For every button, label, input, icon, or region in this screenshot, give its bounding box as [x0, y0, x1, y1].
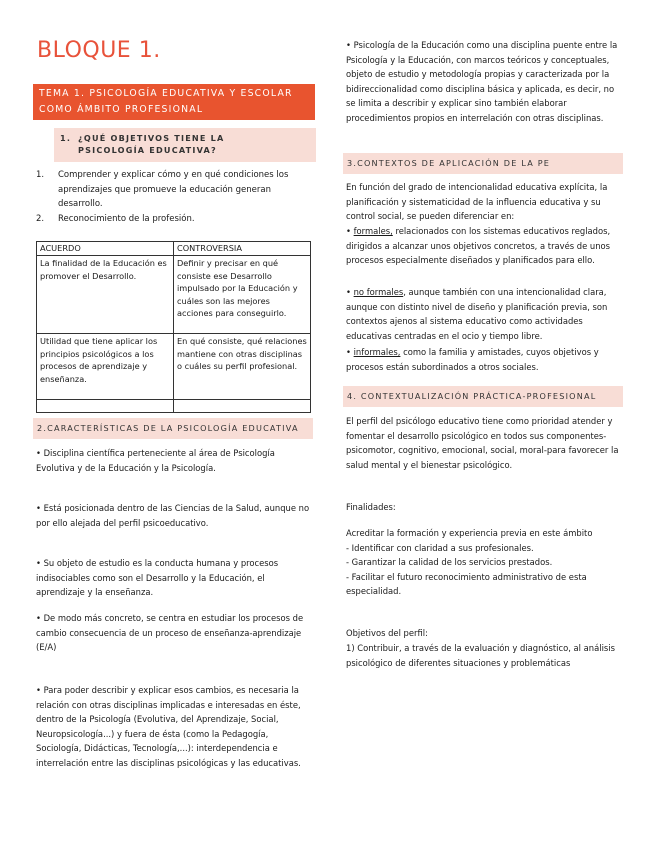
term-no-formales: no formales	[353, 287, 404, 297]
table-cell: La finalidad de la Educación es promover el Desarrollo.	[37, 256, 174, 334]
table-cell: Definir y precisar en qué consiste ese Desarrollo impulsado por la Educación y cuáles son las mejores acciones para conseguirlo.	[174, 256, 311, 334]
list-item-number: 2.	[36, 213, 45, 224]
table-cell: Utilidad que tiene aplicar los principios psicológicos a los procesos de aprendizaje y enseñanza.	[37, 334, 174, 400]
list-item	[36, 212, 311, 227]
table-cell: En qué consiste, qué relaciones mantiene con otras disciplinas o cuáles su perfil profesional.	[174, 334, 311, 400]
list-item: - Identificar con claridad a sus profesionales.	[346, 542, 534, 553]
bullet-glyph: •	[346, 347, 354, 357]
objectives-list	[36, 168, 311, 226]
objetivos-label: Objetivos del perfil:	[346, 628, 428, 638]
section-heading-contextualizacion: 4. CONTEXTUALIZACIÓN PRÁCTICA-PROFESIONAL	[343, 386, 623, 407]
bullet-paragraph: • De modo más concreto, se centra en estudiar los procesos de cambio consecuencia de un proceso de enseñanza-aprendizaje (E/A)	[36, 613, 304, 653]
list-item: Acreditar la formación y experiencia previa en este ámbito	[346, 528, 593, 538]
bullet-paragraph: • Está posicionada dentro de las Ciencias de la Salud, aunque no por ello alejada del perfil psicoeducativo.	[36, 503, 310, 528]
context-item-informales	[346, 345, 621, 374]
question-number: 1.	[60, 133, 72, 143]
context-item-formales	[346, 224, 621, 268]
section-heading-caracteristicas: 2.CARACTERÍSTICAS DE LA PSICOLOGÍA EDUCATIVA	[33, 418, 313, 439]
list-item	[36, 168, 311, 212]
term-description: como la familia y amistades, cuyos objetivos y procesos están subordinados a otros sociales.	[346, 347, 599, 372]
table-cell	[37, 400, 174, 413]
list-item-text: Comprender y explicar cómo y en qué condiciones los aprendizajes que promueve la educación generan desarrollo.	[58, 170, 289, 209]
intro-paragraph: • Psicología de la Educación como una disciplina puente entre la Psicología y la Educación, con marcos teóricos y conceptuales, objeto de estudio y metodología propias y caracterizada por la bidireccionalidad como disciplina básica y aplicada, es decir, no se limita a describir y explicar sino también elaborar procedimientos propios en interrelación con otras disciplinas.	[346, 40, 618, 123]
bullet-paragraph: • Disciplina científica perteneciente al área de Psicología Evolutiva y de la Educación y la Psicología.	[36, 448, 275, 473]
term-description: relacionados con los sistemas educativos reglados, dirigidos a alcanzar unos objetivos concretos, a través de unos procesos especialmente diseñados y planificados para ello.	[346, 226, 611, 266]
table-row	[37, 256, 311, 334]
perfil-paragraph: El perfil del psicólogo educativo tiene como prioridad atender y fomentar el desarrollo psicológico en todos sus componentes- psicomotor, cognitivo, emocional, social, moral-para favorecer la salud mental y el bienestar psicológico.	[346, 416, 619, 470]
term-formales: formales,	[353, 226, 393, 236]
term-informales: informales,	[353, 347, 401, 357]
question-heading	[54, 128, 316, 162]
bullet-glyph: •	[346, 226, 354, 236]
bullet-paragraph: • Su objeto de estudio es la conducta humana y procesos indisociables como son el Desarrollo y la Educación, el aprendizaje y la enseñanza.	[36, 558, 279, 598]
list-item-text: Reconocimiento de la profesión.	[58, 213, 195, 224]
section-heading-contextos: 3.CONTEXTOS DE APLICACIÓN DE LA PE	[343, 153, 623, 174]
question-text: ¿QUÉ OBJETIVOS TIENE LA PSICOLOGÍA EDUCATIVA?	[78, 133, 225, 155]
agreement-table	[36, 241, 311, 413]
contextos-intro: En función del grado de intencionalidad educativa explícita, la planificación y sistematicidad de la influencia educativa y su control social, se pueden diferenciar en:	[346, 182, 608, 222]
bullet-paragraph: • Para poder describir y explicar esos cambios, es necesaria la relación con otras disciplinas implicadas e interesadas en éste, dentro de la Psicología (Evolutiva, del Aprendizaje, Social, Neuropsicología...) y fuera de ésta (como la Pedagogía, Sociología, Didácticas, Tecnología,...): interdependencia e interrelación entre las disciplinas psicológicas y las educativas.	[36, 685, 301, 768]
list-item-number: 1.	[36, 170, 45, 180]
table-header-acuerdo: ACUERDO	[37, 242, 174, 256]
table-header-row	[37, 242, 311, 256]
page-title: BLOQUE 1.	[37, 38, 161, 63]
context-item-no-formales	[346, 285, 621, 343]
table-row	[37, 334, 311, 400]
table-row	[37, 400, 311, 413]
bullet-glyph: •	[346, 287, 354, 297]
tema-banner: TEMA 1. PSICOLOGÍA EDUCATIVA Y ESCOLAR COMO ÁMBITO PROFESIONAL	[33, 84, 315, 120]
finalidades-label: Finalidades:	[346, 502, 396, 512]
table-cell	[174, 400, 311, 413]
term-description: , aunque también con una intencionalidad clara, aunque con distinto nivel de diseño y planificación previa, son contextos ajenos al sistema educativo como actividades educativas centradas en el ocio y tiempo libre.	[346, 287, 608, 341]
finalidades-list	[346, 526, 621, 599]
list-item: - Facilitar el futuro reconocimiento administrativo de esta especialidad.	[346, 571, 587, 597]
list-item: - Garantizar la calidad de los servicios prestados.	[346, 557, 553, 568]
table-header-controversia: CONTROVERSIA	[174, 242, 311, 256]
objetivo-item: 1) Contribuir, a través de la evaluación y diagnóstico, al análisis psicológico de diferentes situaciones y problemáticas	[346, 643, 615, 668]
